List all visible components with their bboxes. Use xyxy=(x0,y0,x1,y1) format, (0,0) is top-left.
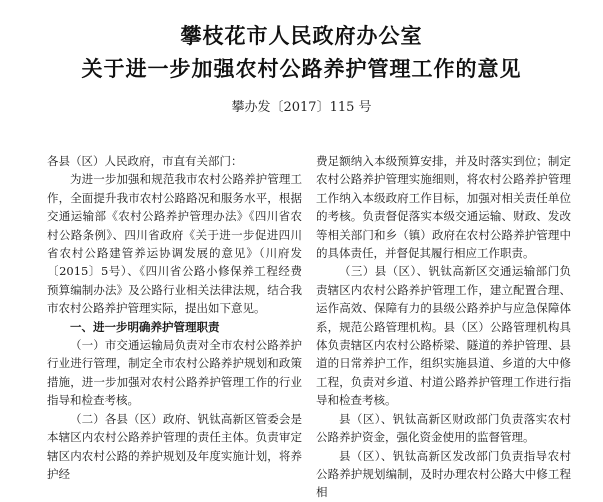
intro-paragraph: 为进一步加强和规范我市农村公路养护管理工作，全面提升我市农村公路路况和服务水平，根据交通运输部《农村公路养护管理办法》《四川省农村公路条例》、四川省政府《关于进一步促进四川省农村公路建管养运协调发展的意见》（川府发〔2015〕5号）、《四川省公路小修保养工程经费预算编制办法》及公路行业相关法律法规，结合我市农村公路养护管理实际，提出如下意见。 xyxy=(47,172,302,316)
paragraph-4: 县（区）、钒钛高新区财政部门负责落实农村公路养护资金，强化资金使用的监督管理。 xyxy=(316,411,571,445)
salutation: 各县（区）人民政府，市直有关部门： xyxy=(47,154,243,168)
document-title-line1: 攀枝花市人民政府办公室 xyxy=(180,23,423,48)
paragraph-5: 县（区）、钒钛高新区发改部门负责指导农村公路养护规划编制，及时办理农村公路大中修工程相 xyxy=(316,448,571,500)
paragraph-2-continued: 费足额纳入本级预算安排，并及时落实到位；制定农村公路养护管理实施细则，将农村公路养护管理工作纳入本级政府工作目标，加强对相关责任单位的考核。负责督促落实本级交通运输、财政、发改等相关部门和乡（镇）政府在农村公路养护管理中的具体责任，并督促其履行相应工作职责。 xyxy=(316,154,571,261)
paragraph-3: （三）县（区）、钒钛高新区交通运输部门负责辖区内农村公路养护管理工作，建立配置合理、运作高效、保障有力的县级公路养护与应急保障体系，规范公路管理机构。县（区）公路管理机构具体负责辖区内农村公路桥梁、隧道的养护管理、县道的日常养护工作，组织实施县道、乡道的大中修工程，负责对乡道、村道公路养护管理工作进行指导和检查考核。 xyxy=(316,264,571,408)
paragraph-2: （二）各县（区）政府、钒钛高新区管委会是本辖区内农村公路养护管理的责任主体。负责审定辖区内农村公路的养护规划及年度实施计划，将养护经 xyxy=(47,411,302,481)
paragraph-1: （一）市交通运输局负责对全市农村公路养护行业进行管理，制定全市农村公路养护规划和政策措施，进一步加强对农村公路养护管理工作的行业指导和检查考核。 xyxy=(47,338,302,408)
section-heading-1: 一、进一步明确养护管理职责 xyxy=(70,319,220,334)
document-title-line2: 关于进一步加强农村公路养护管理工作的意见 xyxy=(81,56,522,81)
right-column xyxy=(316,152,571,502)
left-column xyxy=(47,152,302,483)
document-number: 攀办发〔2017〕115 号 xyxy=(231,100,372,115)
